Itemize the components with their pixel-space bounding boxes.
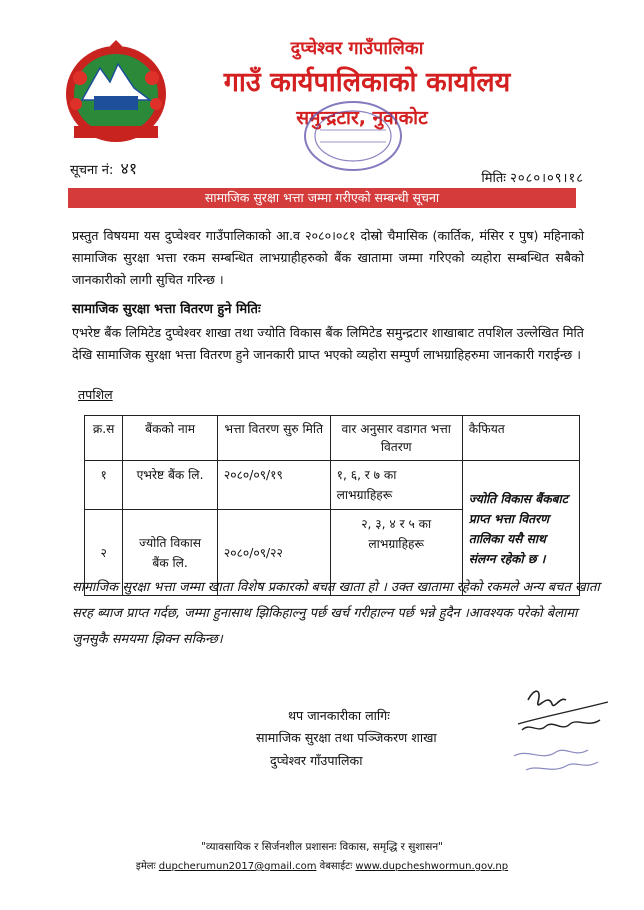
date-value: २०८०।०९।१८ bbox=[510, 171, 584, 186]
row2-date: २०८०/०९/२२ bbox=[217, 510, 330, 596]
notice-number bbox=[70, 157, 137, 179]
website-label: वेबसाईटः bbox=[319, 861, 353, 872]
distribution-table bbox=[84, 415, 580, 596]
header-date: भत्ता वितरण सुरु मिति bbox=[217, 416, 330, 461]
table-row bbox=[85, 461, 580, 510]
intro-paragraph: प्रस्तुत विषयमा यस दुप्चेश्वर गाउँपालिकाको आ.व २०८०।०८१ दोस्रो चैमासिक (कार्तिक, मंसिर र पुष) महिनाको सामाजिक सुरक्षा भत्ता रकम सम्बन्धित लाभग्राहीहरुको बैंक खातामा जम्मा गरिएको व्यहोरा सम्बन्धित सबैको जानकारीको लागी सुचित गरिन्छ । bbox=[72, 228, 584, 287]
row2-bank: ज्योति विकास बैंक लि. bbox=[123, 510, 218, 596]
email-label: इमेलः bbox=[135, 861, 156, 872]
table-header-row bbox=[85, 416, 580, 461]
distribution-heading: सामाजिक सुरक्षा भत्ता वितरण हुने मितिः bbox=[72, 302, 261, 317]
website-link[interactable]: www.dupcheshwormun.gov.np bbox=[355, 861, 509, 872]
row1-date: २०८०/०९/१९ bbox=[217, 461, 330, 510]
footer-slogan: "व्यावसायिक र सिर्जनशील प्रशासनः विकास, समृद्धि र सुशासन" bbox=[201, 841, 443, 853]
tapasil-label: तपशिल bbox=[78, 387, 113, 402]
contact-heading: थप जानकारीका लागिः bbox=[288, 708, 390, 723]
notice-number-value: ४१ bbox=[120, 159, 138, 178]
notice-date bbox=[481, 168, 584, 186]
header-remarks: कैफियत bbox=[462, 416, 579, 461]
date-label: मितिः bbox=[481, 171, 506, 186]
header-bank: बैंकको नाम bbox=[123, 416, 218, 461]
distribution-paragraph: एभरेष्ट बैंक लिमिटेड दुप्चेश्वर शाखा तथा ज्योति विकास बैंक लिमिटेड समुन्द्रटार शाखाबाट तपशिल उल्लेखित मिति देखि सामाजिक सुरक्षा भत्ता वितरण हुने जानकारी प्राप्त भएको व्यहोरा सम्पुर्ण लाभग्राहिहरुमा जानकारी गराईन्छ । bbox=[72, 325, 584, 362]
row2-wards: २, ३, ४ र ५ का लाभग्राहिहरू bbox=[330, 510, 462, 596]
contact-section: सामाजिक सुरक्षा तथा पञ्जिकरण शाखा bbox=[256, 730, 437, 745]
municipality-name: दुप्चेश्वर गाउँपालिका bbox=[290, 38, 424, 59]
office-location: समुन्द्रटार, नुवाकोट bbox=[296, 107, 428, 129]
remarks-text: ज्योति विकास बैंकबाट प्राप्त भत्ता वितरण तालिका यसै साथ संलग्न रहेको छ । bbox=[468, 492, 568, 566]
row1-wards: १, ६, र ७ का लाभग्राहिहरू bbox=[330, 461, 462, 510]
row1-sn: १ bbox=[85, 461, 123, 510]
email-link[interactable]: dupcherumun2017@gmail.com bbox=[158, 861, 317, 872]
footer-contact bbox=[0, 858, 644, 872]
subject-bar: सामाजिक सुरक्षा भत्ता जम्मा गरीएको सम्बन्धी सूचना bbox=[68, 188, 576, 208]
official-stamp-icon bbox=[298, 96, 408, 176]
signature-icon bbox=[508, 682, 618, 782]
office-name: गाउँ कार्यपालिकाको कार्यालय bbox=[223, 67, 511, 98]
notice-number-label: सूचना नं: bbox=[70, 163, 114, 178]
contact-municipality: दुप्चेश्वर गाँउपालिका bbox=[270, 753, 363, 768]
row1-bank: एभरेष्ट बैंक लि. bbox=[123, 461, 218, 510]
header-wards: वार अनुसार वडागत भत्ता वितरण bbox=[330, 416, 462, 461]
savings-account-note: सामाजिक सुरक्षा भत्ता जम्मा खाता विशेष प्रकारको बचत खाता हो । उक्त खातामा रहेको रकमले अन्य बचत खाता सरह ब्याज प्राप्त गर्दछ, जम्मा हुनासाथ झिकिहाल्नु पर्छ खर्च गरीहाल्न पर्छ भन्ने हुदैन ।आवश्यक परेको बेलामा जुनसुकै समयमा झिक्न सकिन्छ। bbox=[72, 580, 600, 647]
row2-sn: २ bbox=[85, 510, 123, 596]
header-sn: क्र.स bbox=[85, 416, 123, 461]
